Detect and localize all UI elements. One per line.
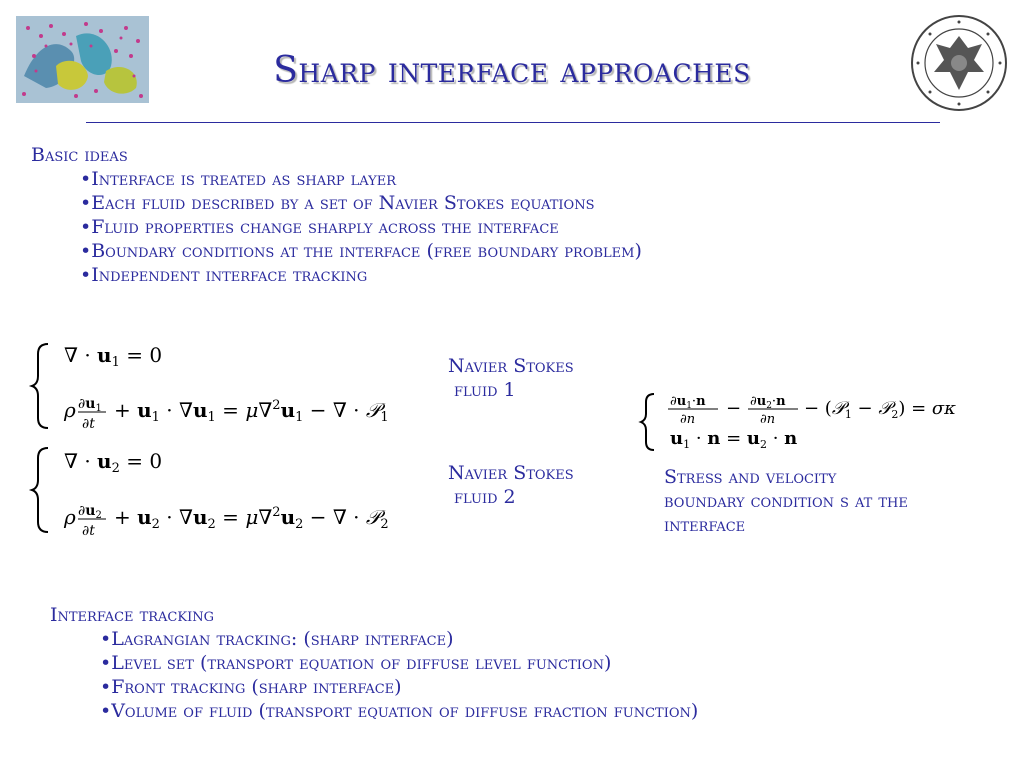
navier-stokes-fluid2-equations: [34, 444, 434, 540]
label-line: interface: [664, 514, 746, 536]
interface-boundary-equations: [640, 392, 1010, 458]
svg-text:∇ · u2 = 0: ∇ · $u_2 = 0$: [64, 449, 163, 476]
svg-text:u1 · n = u2 · n: $u_1 \cdot n = u_2 \cdot n$: [670, 428, 798, 451]
label-navier-stokes-fluid1: [448, 354, 574, 402]
svg-text:−: −: [726, 398, 742, 419]
svg-text:∂u2: $\partial u_2$: [78, 503, 102, 521]
svg-text:∂u2·n: $\partial u_2\cdot n$: [750, 394, 786, 411]
list-item: •Each fluid described by a set of Navier Stokes equations: [80, 192, 595, 214]
label-stress-velocity-bc: [664, 465, 908, 537]
label-line: Navier Stokes: [448, 355, 574, 377]
svg-text:∂t: ∂t: [82, 416, 95, 432]
list-item: •Interface is treated as sharp layer: [80, 168, 397, 190]
svg-text:+ u1 · ∇u1 = μ∇2u1 − ∇ · 𝒫1: + $u_1 \cdot \nabla u_1 = \mu\nabla^2u_1$ − ∇ · 𝒫$_1$: [114, 398, 389, 425]
svg-text:∇ · u1 = 0: ∇ · $u_1 = 0$: [64, 343, 163, 370]
svg-text:∂u1: $\partial u_1$: [78, 396, 102, 414]
svg-text:∂u1·n: $\partial u_1\cdot n$: [670, 394, 706, 411]
list-item: •Volume of fluid (transport equation of diffuse fraction function): [100, 700, 699, 722]
label-line: Navier Stokes: [448, 462, 574, 484]
svg-text:ρ: ρ: [64, 505, 76, 529]
list-item: •Boundary conditions at the interface (free boundary problem): [80, 240, 642, 262]
title-divider: [86, 122, 940, 123]
svg-text:+ u2 · ∇u2 = μ∇2u2 − ∇ · 𝒫2: + $u_2 \cdot \nabla u_2 = \mu\nabla^2u_2$ − ∇ · 𝒫$_2$: [114, 505, 389, 532]
basic-ideas-heading: Basic ideas: [31, 144, 128, 166]
list-item: •Lagrangian tracking: (sharp interface): [100, 628, 454, 650]
label-line: fluid 1: [448, 379, 516, 401]
svg-text:− (𝒫1 − 𝒫2) = σκ: − (𝒫$_1$ − 𝒫$_2$) = σκ: [804, 398, 956, 421]
interface-tracking-list: [100, 627, 698, 723]
interface-tracking-heading: Interface tracking: [50, 604, 214, 626]
basic-ideas-list: [80, 167, 642, 287]
list-item: •Level set (transport equation of diffuse level function): [100, 652, 612, 674]
svg-text:∂n: ∂n: [680, 412, 696, 427]
label-navier-stokes-fluid2: [448, 461, 574, 509]
label-line: Stress and velocity: [664, 466, 837, 488]
label-line: boundary condition s at the: [664, 490, 908, 512]
list-item: •Front tracking (sharp interface): [100, 676, 402, 698]
svg-text:∂t: ∂t: [82, 523, 95, 539]
svg-text:∂n: ∂n: [760, 412, 776, 427]
label-line: fluid 2: [448, 486, 516, 508]
list-item: •Fluid properties change sharply across the interface: [80, 216, 559, 238]
svg-text:ρ: ρ: [64, 398, 76, 422]
slide-title: Sharp interface approaches: [273, 50, 751, 91]
navier-stokes-fluid1-equations: [34, 340, 434, 436]
list-item: •Independent interface tracking: [80, 264, 368, 286]
